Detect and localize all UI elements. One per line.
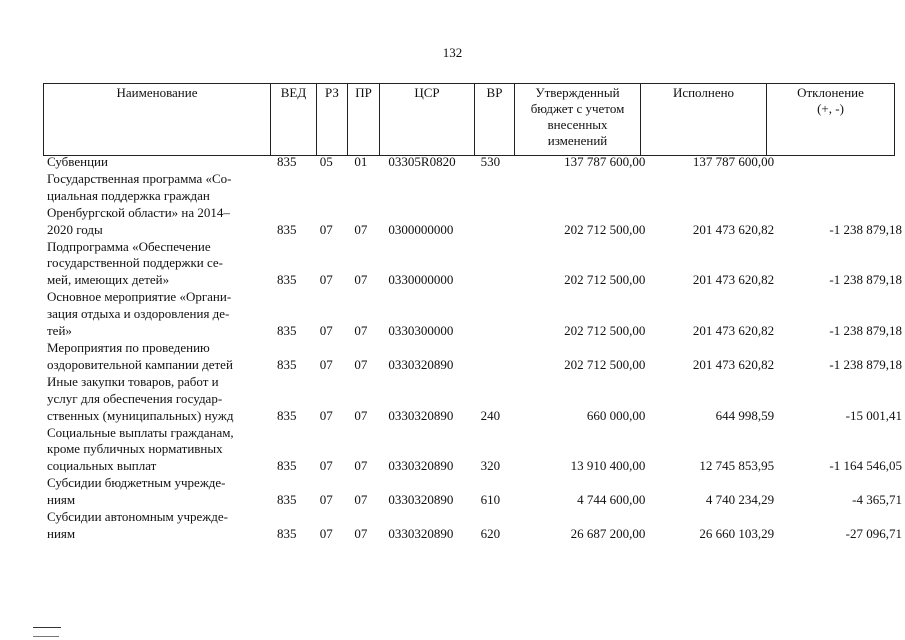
- cell-csr: 0300000000: [388, 221, 454, 237]
- cell-done: 201 473 620,82: [692, 323, 775, 339]
- cell-rz: 05: [319, 154, 333, 169]
- cell-vr: 610: [480, 492, 501, 508]
- cell-deviation: -1 238 879,18: [829, 356, 902, 372]
- cell-name: Субсидии бюджетным учрежде- ниям: [47, 475, 226, 508]
- table-row: [43, 340, 905, 374]
- cell-deviation: -1 238 879,18: [829, 272, 902, 288]
- cell-budget: 13 910 400,00: [570, 458, 646, 474]
- table-row: [43, 509, 905, 543]
- cell-pr: 01: [354, 154, 368, 169]
- table-row: [43, 239, 905, 290]
- cell-done: 12 745 853,95: [699, 458, 775, 474]
- cell-vr: [475, 171, 522, 239]
- table-row: [43, 475, 905, 509]
- cell-ved: 835: [276, 356, 297, 372]
- cell-deviation: -4 365,71: [852, 492, 902, 508]
- cell-done: 26 660 103,29: [699, 525, 775, 541]
- budget-table-body: [43, 154, 905, 543]
- cell-pr: 07: [354, 525, 368, 541]
- cell-pr: 07: [354, 492, 368, 508]
- cell-vr: 320: [480, 458, 501, 474]
- cell-rz: 07: [319, 458, 333, 474]
- cell-name: Иные закупки товаров, работ и услуг для обеспечения государ- ственных (муниципальных) нужд: [47, 373, 234, 423]
- cell-vr: [475, 340, 522, 374]
- cell-rz: 07: [319, 272, 333, 288]
- cell-name: Социальные выплаты гражданам, кроме публичных нормативных социальных выплат: [47, 424, 234, 474]
- cell-ved: 835: [276, 154, 297, 169]
- header-budget: Утвержденный бюджет с учетом внесенных изменений: [515, 84, 641, 156]
- cell-budget: 202 712 500,00: [564, 221, 646, 237]
- header-name: Наименование: [44, 84, 271, 156]
- header-ved: ВЕД: [271, 84, 317, 156]
- footnote-separator: [33, 627, 61, 628]
- cell-vr: 240: [480, 407, 501, 423]
- cell-csr: 0330320890: [388, 407, 454, 423]
- cell-ved: 835: [276, 525, 297, 541]
- cell-deviation: -15 001,41: [845, 407, 902, 423]
- cell-csr: 03305R0820: [388, 154, 456, 169]
- cell-budget: 202 712 500,00: [564, 272, 646, 288]
- cell-deviation: -27 096,71: [845, 525, 902, 541]
- cell-ved: 835: [276, 458, 297, 474]
- cell-pr: 07: [354, 356, 368, 372]
- table-row: [43, 289, 905, 340]
- cell-vr: 620: [480, 525, 501, 541]
- cell-csr: 0330320890: [388, 458, 454, 474]
- cell-rz: 07: [319, 492, 333, 508]
- cell-ved: 835: [276, 323, 297, 339]
- cell-csr: 0330000000: [388, 272, 454, 288]
- table-row: [43, 374, 905, 425]
- cell-name: Подпрограмма «Обеспечение государственной поддержки се- мей, имеющих детей»: [47, 238, 224, 288]
- cell-pr: 07: [354, 221, 368, 237]
- page-number: 132: [442, 45, 463, 60]
- cell-rz: 07: [319, 525, 333, 541]
- cell-deviation: [779, 154, 905, 171]
- cell-ved: 835: [276, 221, 297, 237]
- cell-rz: 07: [319, 407, 333, 423]
- cell-vr: [475, 289, 522, 340]
- cell-pr: 07: [354, 272, 368, 288]
- cell-budget: 202 712 500,00: [564, 356, 646, 372]
- table-row: [43, 425, 905, 476]
- cell-pr: 07: [354, 407, 368, 423]
- cell-budget: 660 000,00: [586, 407, 646, 423]
- cell-deviation: -1 238 879,18: [829, 221, 902, 237]
- cell-name: Мероприятия по проведению оздоровительной кампании детей: [47, 339, 233, 372]
- cell-ved: 835: [276, 407, 297, 423]
- cell-csr: 0330320890: [388, 492, 454, 508]
- cell-deviation: -1 164 546,05: [829, 458, 902, 474]
- cell-pr: 07: [354, 458, 368, 474]
- table-row: [43, 171, 905, 239]
- cell-rz: 07: [319, 356, 333, 372]
- header-vr: ВР: [475, 84, 515, 156]
- cell-ved: 835: [276, 272, 297, 288]
- cell-budget: 202 712 500,00: [564, 323, 646, 339]
- cell-pr: 07: [354, 323, 368, 339]
- cell-rz: 07: [319, 323, 333, 339]
- cell-csr: 0330320890: [388, 356, 454, 372]
- cell-done: 201 473 620,82: [692, 272, 775, 288]
- cell-ved: 835: [276, 492, 297, 508]
- footnote-separator-2: [33, 636, 59, 637]
- table-row: [43, 154, 905, 171]
- cell-csr: 0330300000: [388, 323, 454, 339]
- budget-table-header: [43, 83, 895, 156]
- cell-done: 644 998,59: [715, 407, 775, 423]
- cell-done: 4 740 234,29: [705, 492, 775, 508]
- cell-csr: 0330320890: [388, 525, 454, 541]
- header-csr: ЦСР: [380, 84, 475, 156]
- cell-rz: 07: [319, 221, 333, 237]
- header-done: Исполнено: [641, 84, 767, 156]
- cell-deviation: -1 238 879,18: [829, 323, 902, 339]
- cell-done: 201 473 620,82: [692, 356, 775, 372]
- cell-name: Государственная программа «Со- циальная поддержка граждан Оренбургской области» на 2014– 2020 годы: [47, 170, 232, 237]
- cell-name: Основное мероприятие «Органи- зация отдыха и оздоровления де- тей»: [47, 289, 232, 339]
- cell-done: 137 787 600,00: [692, 154, 775, 169]
- header-deviation: Отклонение (+, -): [767, 84, 895, 156]
- cell-name: Субсидии автономным учрежде- ниям: [47, 509, 228, 541]
- cell-budget: 26 687 200,00: [570, 525, 646, 541]
- cell-done: 201 473 620,82: [692, 221, 775, 237]
- header-rz: РЗ: [317, 84, 348, 156]
- cell-vr: [475, 239, 522, 290]
- cell-vr: 530: [480, 154, 501, 169]
- header-pr: ПР: [348, 84, 380, 156]
- cell-name: Субвенции: [47, 154, 108, 169]
- cell-budget: 4 744 600,00: [577, 492, 646, 508]
- cell-budget: 137 787 600,00: [564, 154, 646, 169]
